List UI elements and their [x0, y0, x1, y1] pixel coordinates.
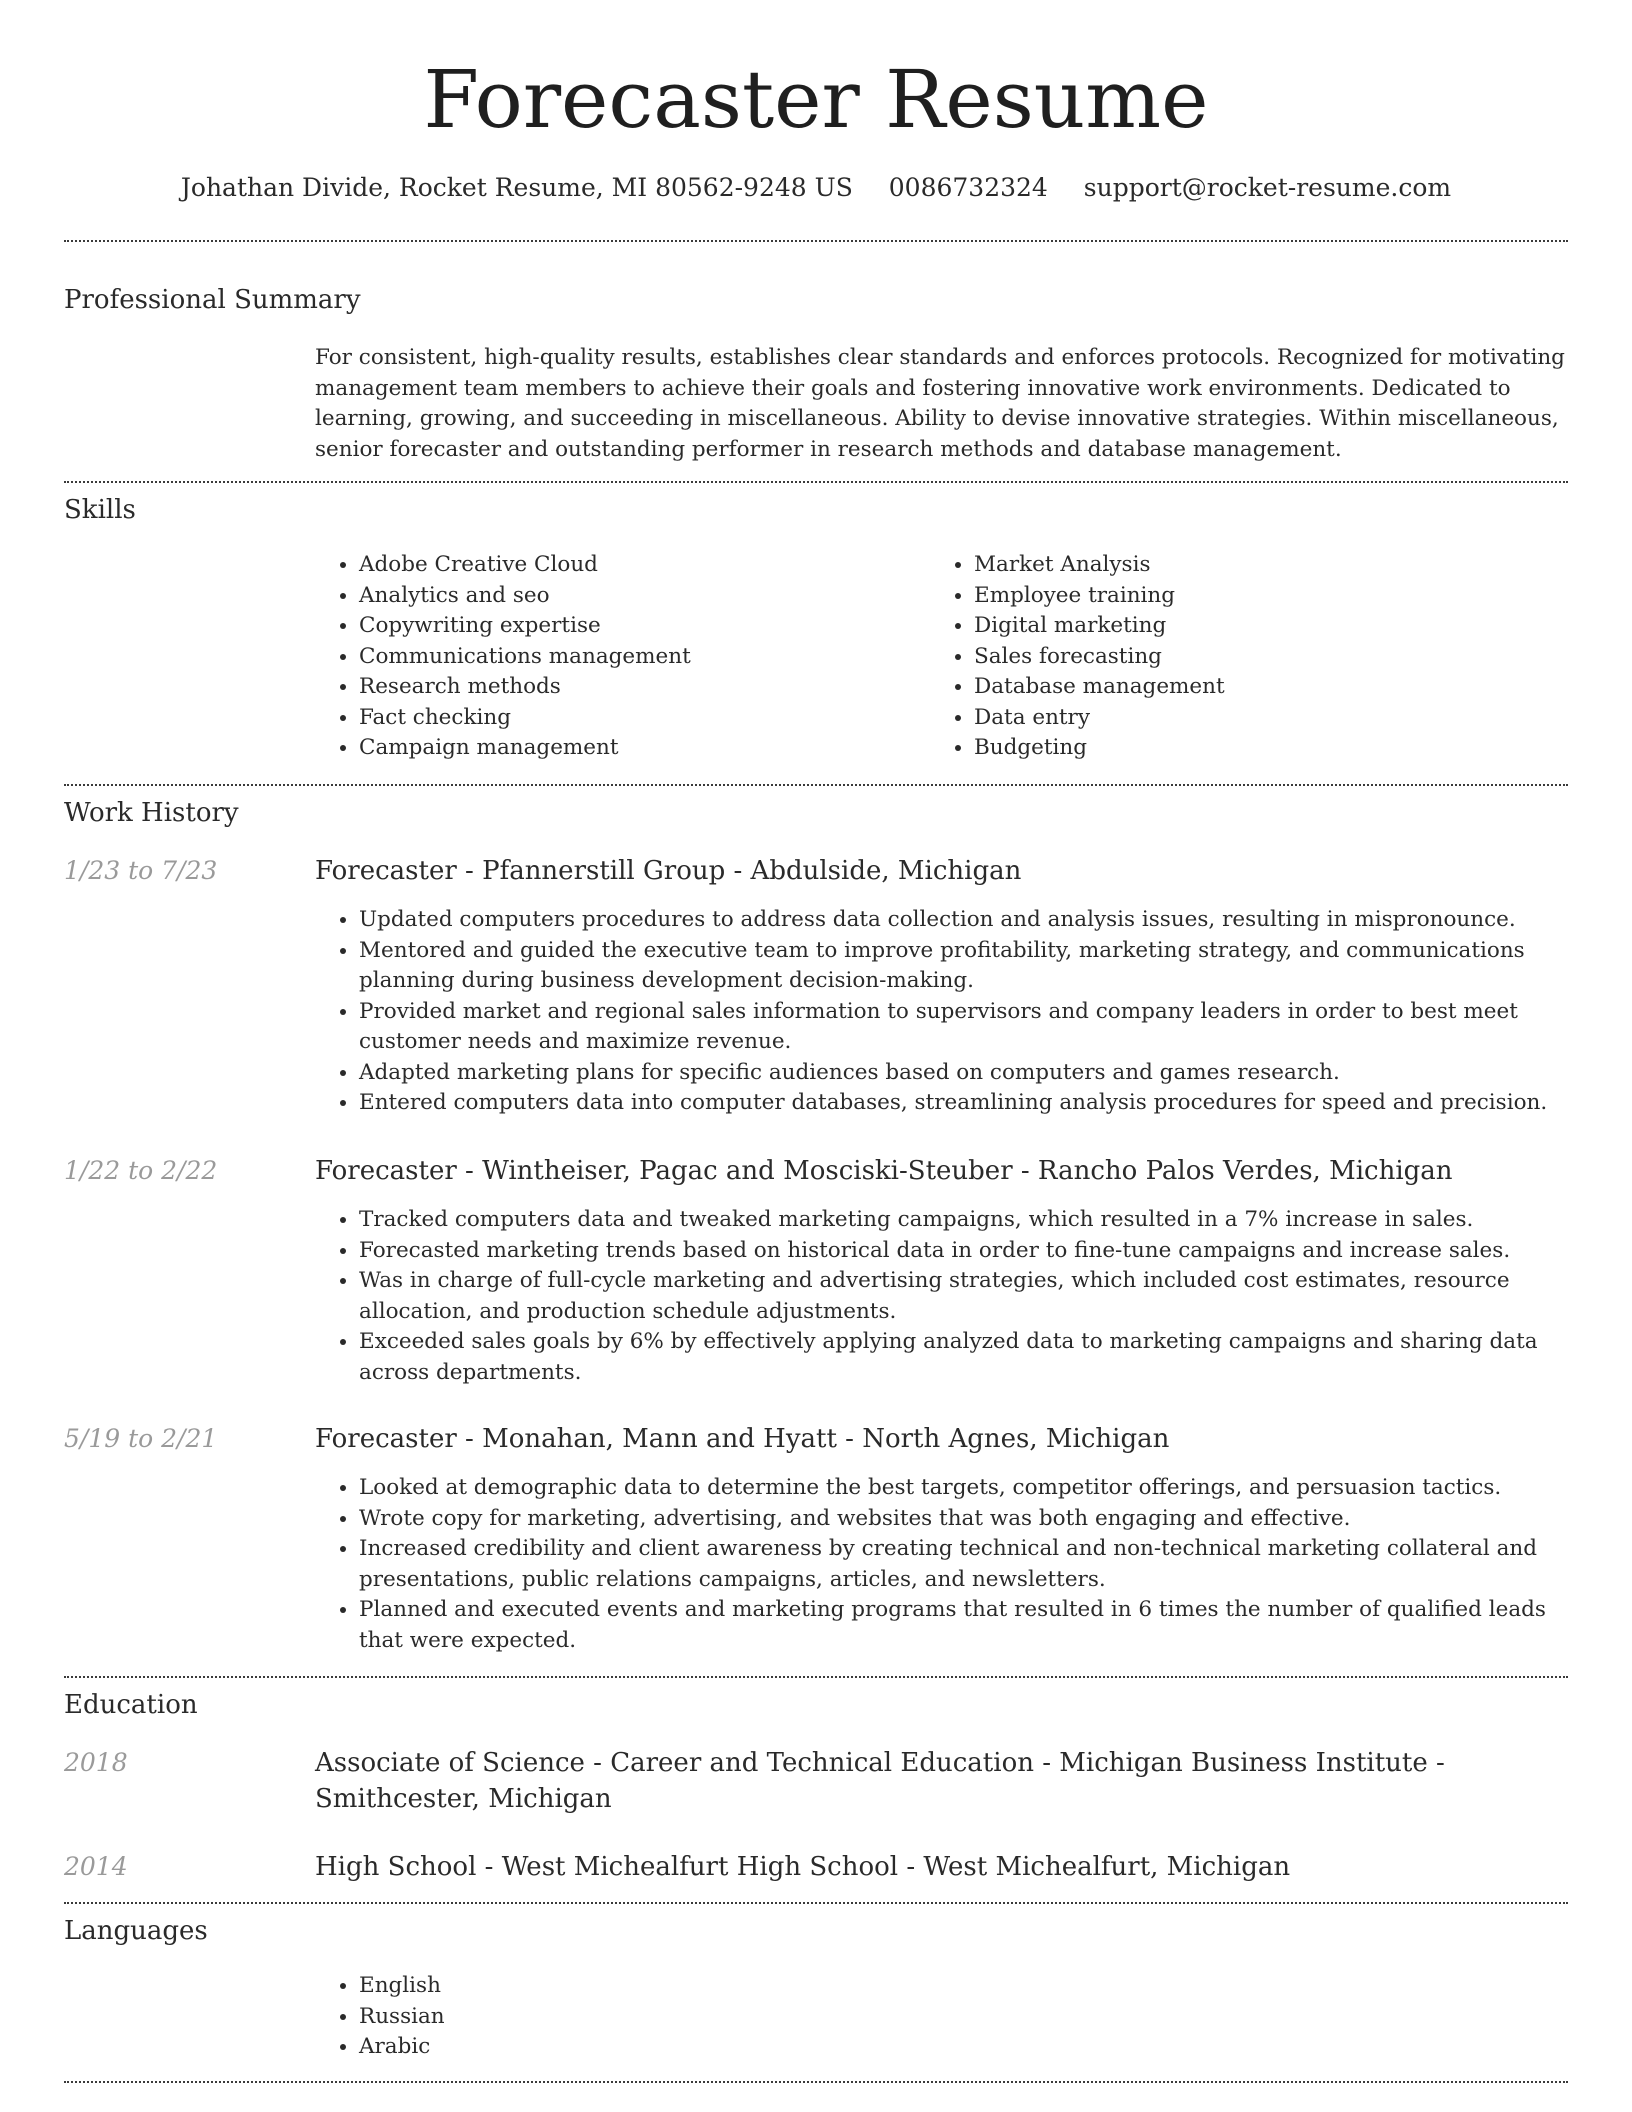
job-bullets	[315, 905, 1568, 1119]
section-heading-skills: Skills	[64, 495, 136, 525]
list-item: • Provided market and regional sales information to supervisors and company leaders in order to best meet customer needs and maximize revenue.	[359, 997, 1568, 1058]
skill-item: • Analytics and seo	[359, 581, 919, 612]
skills-list-right	[930, 550, 1534, 764]
language-item: • English	[359, 1971, 919, 2002]
section-heading-work: Work History	[64, 798, 239, 828]
contact-address: Johathan Divide, Rocket Resume, MI 80562-9248 US	[180, 173, 853, 202]
education-year: 2018	[64, 1748, 128, 1777]
skill-item: • Digital marketing	[974, 611, 1534, 642]
contact-phone: 0086732324	[888, 173, 1048, 202]
job-dates: 1/22 to 2/22	[64, 1156, 218, 1185]
job-title: Forecaster - Pfannerstill Group - Abdulside, Michigan	[315, 856, 1022, 886]
languages-list	[315, 1971, 919, 2063]
skill-item: • Employee training	[974, 581, 1534, 612]
list-item: • Forecasted marketing trends based on historical data in order to fine-tune campaigns and increase sales.	[359, 1236, 1568, 1267]
education-entry: High School - West Michealfurt High School - West Michealfurt, Michigan	[315, 1852, 1291, 1882]
job-bullets	[315, 1205, 1568, 1388]
skill-item: • Communications management	[359, 642, 919, 673]
contact-line	[0, 170, 1632, 206]
list-item: • Updated computers procedures to address data collection and analysis issues, resulting in mispronounce.	[359, 905, 1568, 936]
skill-item: • Sales forecasting	[974, 642, 1534, 673]
section-heading-languages: Languages	[64, 1916, 208, 1946]
section-divider	[64, 240, 1568, 242]
contact-email[interactable]: support@rocket-resume.com	[1083, 173, 1452, 202]
section-divider	[64, 2081, 1568, 2083]
skill-item: • Budgeting	[974, 733, 1534, 764]
skill-item: • Database management	[974, 672, 1534, 703]
skill-item: • Fact checking	[359, 703, 919, 734]
section-heading-summary: Professional Summary	[64, 285, 361, 315]
education-year: 2014	[64, 1852, 128, 1881]
skill-item: • Market Analysis	[974, 550, 1534, 581]
list-item: • Was in charge of full-cycle marketing and advertising strategies, which included cost estimates, resource allocation, and production schedule adjustments.	[359, 1266, 1568, 1327]
skill-item: • Adobe Creative Cloud	[359, 550, 919, 581]
skill-item: • Copywriting expertise	[359, 611, 919, 642]
section-divider	[64, 481, 1568, 483]
list-item: • Mentored and guided the executive team to improve profitability, marketing strategy, and communications planning during business development decision-making.	[359, 936, 1568, 997]
section-divider	[64, 784, 1568, 786]
language-item: • Arabic	[359, 2032, 919, 2063]
skills-list-left	[315, 550, 919, 764]
list-item: • Looked at demographic data to determine the best targets, competitor offerings, and persuasion tactics.	[359, 1473, 1568, 1504]
summary-text: For consistent, high-quality results, establishes clear standards and enforces protocols. Recognized for motivating management team members to achieve their goals and fostering innovative work environments. Dedicated to learning, growing, and succeeding in miscellaneous. Ability to devise innovative strategies. Within miscellaneous, senior forecaster and outstanding performer in research methods and database management.	[315, 345, 1565, 462]
skill-item: • Research methods	[359, 672, 919, 703]
job-bullets	[315, 1473, 1568, 1656]
list-item: • Planned and executed events and marketing programs that resulted in 6 times the number of qualified leads that were expected.	[359, 1595, 1568, 1656]
list-item: • Tracked computers data and tweaked marketing campaigns, which resulted in a 7% increase in sales.	[359, 1205, 1568, 1236]
section-divider	[64, 1902, 1568, 1904]
job-dates: 5/19 to 2/21	[64, 1424, 218, 1453]
job-title: Forecaster - Wintheiser, Pagac and Mosciski-Steuber - Rancho Palos Verdes, Michigan	[315, 1156, 1453, 1186]
skill-item: • Campaign management	[359, 733, 919, 764]
job-title: Forecaster - Monahan, Mann and Hyatt - North Agnes, Michigan	[315, 1424, 1170, 1454]
list-item: • Increased credibility and client awareness by creating technical and non-technical marketing collateral and presentations, public relations campaigns, articles, and newsletters.	[359, 1534, 1568, 1595]
list-item: • Exceeded sales goals by 6% by effectively applying analyzed data to marketing campaigns and sharing data across departments.	[359, 1327, 1568, 1388]
education-entry: Associate of Science - Career and Technical Education - Michigan Business Institute - Smithcester, Michigan	[315, 1748, 1445, 1814]
section-divider	[64, 1676, 1568, 1678]
job-dates: 1/23 to 7/23	[64, 856, 218, 885]
resume-title: Forecaster Resume	[423, 53, 1209, 146]
section-heading-education: Education	[64, 1690, 198, 1720]
list-item: • Adapted marketing plans for specific audiences based on computers and games research.	[359, 1058, 1568, 1089]
list-item: • Wrote copy for marketing, advertising, and websites that was both engaging and effective.	[359, 1504, 1568, 1535]
language-item: • Russian	[359, 2002, 919, 2033]
skill-item: • Data entry	[974, 703, 1534, 734]
list-item: • Entered computers data into computer databases, streamlining analysis procedures for speed and precision.	[359, 1088, 1568, 1119]
